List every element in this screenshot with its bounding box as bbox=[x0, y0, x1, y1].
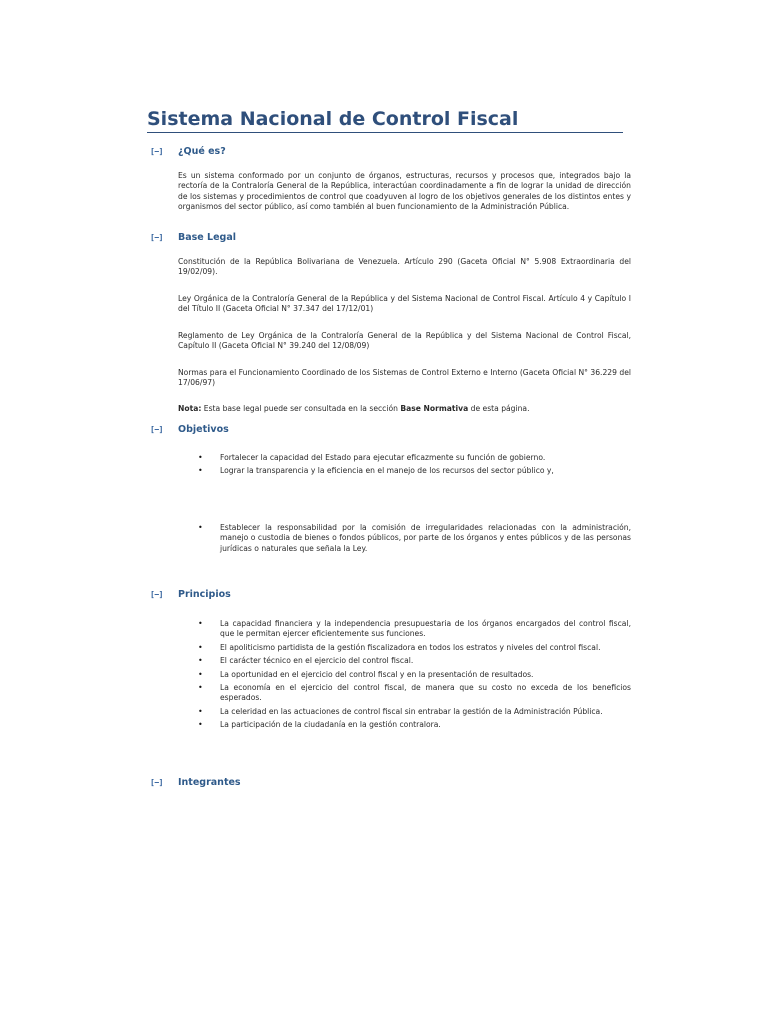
list-item bbox=[198, 670, 631, 680]
list-item bbox=[198, 707, 631, 717]
base-legal-item: Reglamento de Ley Orgánica de la Contraloría General de la República y del Sistema Nacional de Control Fiscal, Capítulo II (Gaceta Oficial N° 39.240 del 12/08/09) bbox=[178, 331, 631, 351]
list-item-text: La capacidad financiera y la independencia presupuestaria de los órganos encargados del control fiscal, que le permitan ejercer eficientemente sus funciones. bbox=[220, 619, 631, 639]
bullet-icon: • bbox=[198, 523, 203, 532]
list-item bbox=[198, 619, 631, 640]
bullet-icon: • bbox=[198, 683, 203, 693]
list-item bbox=[198, 523, 631, 554]
bullet-icon: • bbox=[198, 656, 203, 666]
list-item bbox=[198, 453, 631, 463]
bullet-icon: • bbox=[198, 642, 203, 652]
base-legal-item: Normas para el Funcionamiento Coordinado de los Sistemas de Control Externo e Interno (Gaceta Oficial N° 36.229 del 17/06/97) bbox=[178, 368, 631, 388]
objetivos-list-continued bbox=[198, 523, 631, 557]
list-item bbox=[198, 466, 631, 476]
bullet-icon: • bbox=[198, 466, 203, 476]
section-title-integrantes: Integrantes bbox=[178, 777, 241, 788]
list-item-text: Lograr la transparencia y la eficiencia en el manejo de los recursos del sector público y, bbox=[220, 466, 554, 476]
bullet-icon: • bbox=[198, 706, 203, 716]
list-item-text: Establecer la responsabilidad por la comisión de irregularidades relacionadas con la administración, manejo o custodia de bienes o fondos públicos, por parte de los órganos y entes públicos y de las personas jurídicas o naturales que señala la Ley. bbox=[220, 523, 631, 553]
section-title-que-es: ¿Qué es? bbox=[178, 146, 226, 157]
list-item-text: La oportunidad en el ejercicio del control fiscal y en la presentación de resultados. bbox=[220, 669, 534, 679]
collapse-toggle-icon[interactable]: [−] bbox=[150, 425, 163, 434]
section-title-principios: Principios bbox=[178, 589, 231, 600]
list-item bbox=[198, 720, 631, 730]
list-item bbox=[198, 643, 631, 653]
collapse-toggle-icon[interactable]: [−] bbox=[150, 233, 163, 242]
bullet-icon: • bbox=[198, 669, 203, 679]
list-item-text: El apoliticismo partidista de la gestión fiscalizadora en todos los estratos y niveles del control fiscal. bbox=[220, 642, 601, 652]
bullet-icon: • bbox=[198, 619, 203, 628]
base-legal-note bbox=[178, 404, 631, 414]
list-item-text: La participación de la ciudadanía en la gestión contralora. bbox=[220, 720, 441, 730]
list-item bbox=[198, 683, 631, 704]
section-title-base-legal: Base Legal bbox=[178, 232, 237, 243]
note-label: Nota: bbox=[178, 404, 202, 413]
list-item-text: Fortalecer la capacidad del Estado para ejecutar eficazmente su función de gobierno. bbox=[220, 453, 546, 462]
que-es-paragraph: Es un sistema conformado por un conjunto de órganos, estructuras, recursos y procesos que, integrados bajo la rectoría de la Contraloría General de la República, interactúan coordinadamente a fin de lograr la unidad de dirección de los sistemas y procedimientos de control que coadyuven al logro de los objetivos generales de los distintos entes y organismos del sector público, así como también al buen funcionamiento de la Administración Pública. bbox=[178, 171, 631, 212]
page-title: Sistema Nacional de Control Fiscal bbox=[147, 107, 623, 133]
base-legal-item: Ley Orgánica de la Contraloría General de la República y del Sistema Nacional de Control Fiscal. Artículo 4 y Capítulo I del Título II (Gaceta Oficial N° 37.347 del 17/12/01) bbox=[178, 294, 631, 314]
list-item bbox=[198, 656, 631, 666]
bullet-icon: • bbox=[198, 453, 203, 462]
objetivos-list bbox=[198, 453, 631, 480]
list-item-text: La economía en el ejercicio del control fiscal, de manera que su costo no exceda de los beneficios esperados. bbox=[220, 683, 631, 703]
note-text: Esta base legal puede ser consultada en la sección bbox=[201, 404, 401, 413]
principios-list bbox=[198, 619, 631, 734]
bullet-icon: • bbox=[198, 720, 203, 730]
note-text-end: de esta página. bbox=[468, 404, 530, 413]
collapse-toggle-icon[interactable]: [−] bbox=[150, 590, 163, 599]
list-item-text: La celeridad en las actuaciones de control fiscal sin entrabar la gestión de la Administración Pública. bbox=[220, 706, 603, 716]
collapse-toggle-icon[interactable]: [−] bbox=[150, 147, 163, 156]
collapse-toggle-icon[interactable]: [−] bbox=[150, 778, 163, 787]
base-legal-item: Constitución de la República Bolivariana de Venezuela. Artículo 290 (Gaceta Oficial N° 5.908 Extraordinaria del 19/02/09). bbox=[178, 257, 631, 277]
section-title-objetivos: Objetivos bbox=[178, 424, 229, 435]
list-item-text: El carácter técnico en el ejercicio del control fiscal. bbox=[220, 656, 414, 666]
base-normativa-link[interactable]: Base Normativa bbox=[400, 404, 469, 413]
